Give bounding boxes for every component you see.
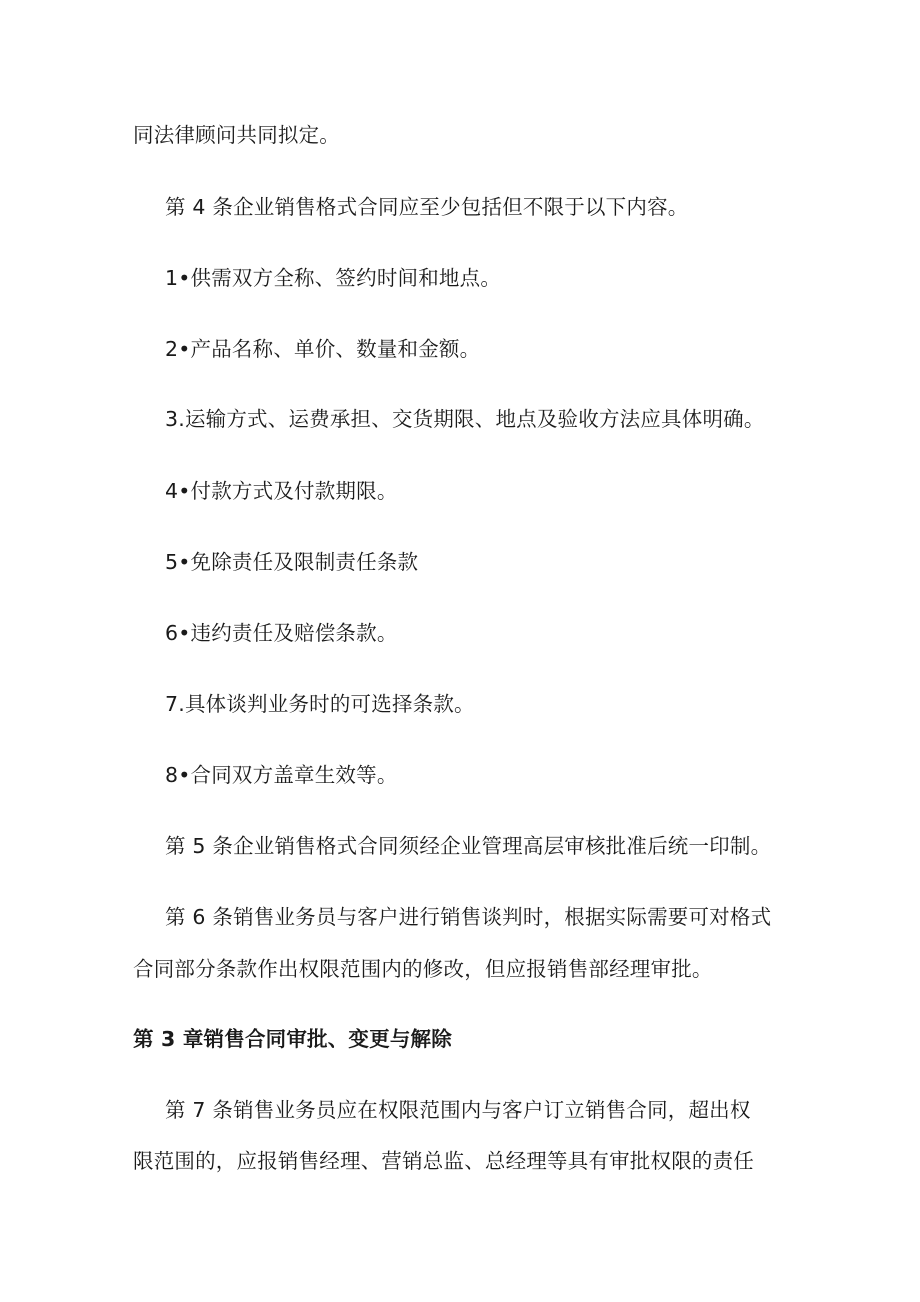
article-6-paragraph-line-2: 合同部分条款作出权限范围内的修改，但应报销售部经理审批。 (133, 957, 713, 981)
paragraph-continuation: 同法律顾问共同拟定。 (133, 123, 340, 147)
list-item-3: 3.运输方式、运费承担、交货期限、地点及验收方法应具体明确。 (165, 407, 765, 431)
list-item-5: 5•免除责任及限制责任条款 (165, 550, 419, 574)
list-item-1: 1•供需双方全称、签约时间和地点。 (165, 266, 502, 290)
article-6-paragraph-line-1: 第 6 条销售业务员与客户进行销售谈判时，根据实际需要可对格式 (165, 905, 772, 929)
list-item-2: 2•产品名称、单价、数量和金额。 (165, 337, 481, 361)
list-item-4: 4•付款方式及付款期限。 (165, 479, 398, 503)
list-item-6: 6•违约责任及赔偿条款。 (165, 621, 398, 645)
chapter-3-heading: 第 3 章销售合同审批、变更与解除 (133, 1027, 452, 1051)
article-7-paragraph-line-1: 第 7 条销售业务员应在权限范围内与客户订立销售合同，超出权 (165, 1098, 751, 1122)
article-5-paragraph: 第 5 条企业销售格式合同须经企业管理高层审核批准后统一印制。 (165, 834, 772, 858)
list-item-8: 8•合同双方盖章生效等。 (165, 763, 398, 787)
list-item-7: 7.具体谈判业务时的可选择条款。 (165, 692, 475, 716)
article-4-paragraph: 第 4 条企业销售格式合同应至少包括但不限于以下内容。 (165, 195, 689, 219)
article-7-paragraph-line-2: 限范围的，应报销售经理、营销总监、总经理等具有审批权限的责任 (133, 1149, 754, 1173)
